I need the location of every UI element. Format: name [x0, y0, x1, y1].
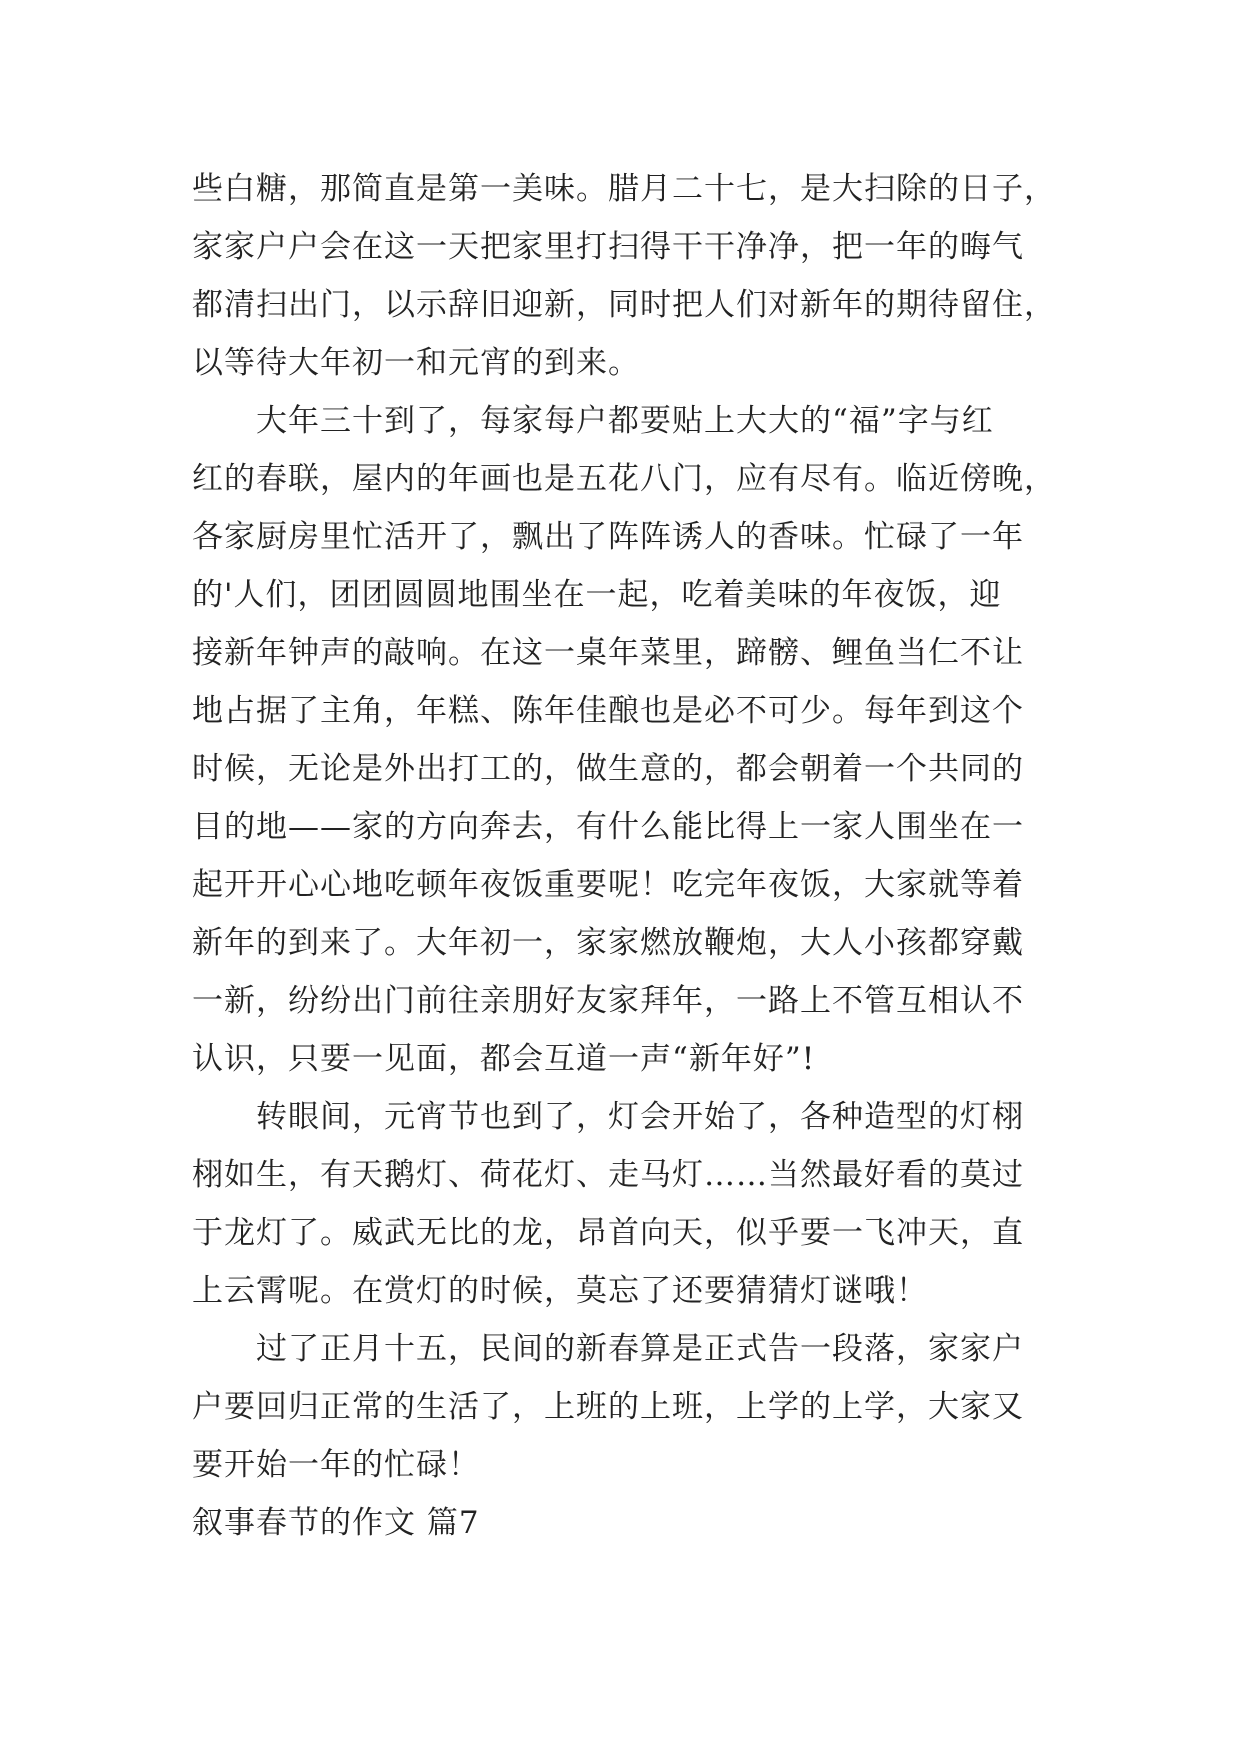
text-line: 红的春联，屋内的年画也是五花八门，应有尽有。临近傍晚， [192, 461, 1056, 497]
text-line: 栩如生，有天鹅灯、荷花灯、走马灯……当然最好看的莫过 [192, 1157, 1024, 1193]
paragraph-4 [192, 1320, 1052, 1494]
text-line: 于龙灯了。威武无比的龙，昂首向天，似乎要一飞冲天，直 [192, 1215, 1024, 1251]
paragraph-2 [192, 392, 1056, 1088]
text-line: 时候，无论是外出打工的，做生意的，都会朝着一个共同的 [192, 751, 1024, 787]
text-line: 新年的到来了。大年初一，家家燃放鞭炮，大人小孩都穿戴 [192, 925, 1024, 961]
text-line: 接新年钟声的敲响。在这一桌年菜里，蹄髈、鲤鱼当仁不让 [192, 635, 1024, 671]
text-line: 些白糖，那简直是第一美味。腊月二十七，是大扫除的日子， [192, 171, 1056, 207]
text-line: 转眼间，元宵节也到了，灯会开始了，各种造型的灯栩 [256, 1099, 1024, 1135]
text-line: 大年三十到了，每家每户都要贴上大大的“福”字与红 [256, 403, 994, 439]
text-line: 要开始一年的忙碌！ [192, 1447, 480, 1483]
document-body [192, 160, 1056, 1552]
text-line: 都清扫出门，以示辞旧迎新，同时把人们对新年的期待留住， [192, 287, 1056, 323]
text-line: 户要回归正常的生活了，上班的上班，上学的上学，大家又 [192, 1389, 1024, 1425]
text-line: 过了正月十五，民间的新春算是正式告一段落，家家户 [256, 1331, 1024, 1367]
text-line: 目的地——家的方向奔去，有什么能比得上一家人围坐在一 [192, 809, 1024, 845]
text-line: 上云霄呢。在赏灯的时候，莫忘了还要猜猜灯谜哦！ [192, 1273, 928, 1309]
paragraph-1 [192, 160, 1056, 392]
text-line: 各家厨房里忙活开了，飘出了阵阵诱人的香味。忙碌了一年 [192, 519, 1024, 555]
text-line: 起开开心心地吃顿年夜饭重要呢！吃完年夜饭，大家就等着 [192, 867, 1024, 903]
text-line: 的'人们，团团圆圆地围坐在一起，吃着美味的年夜饭，迎 [192, 577, 1002, 613]
section-heading: 叙事春节的作文 篇7 [192, 1505, 480, 1541]
text-line: 一新，纷纷出门前往亲朋好友家拜年，一路上不管互相认不 [192, 983, 1024, 1019]
text-line: 以等待大年初一和元宵的到来。 [192, 345, 640, 381]
paragraph-3 [192, 1088, 1052, 1320]
text-line: 地占据了主角，年糕、陈年佳酿也是必不可少。每年到这个 [192, 693, 1024, 729]
text-line: 家家户户会在这一天把家里打扫得干干净净，把一年的晦气 [192, 229, 1024, 265]
text-line: 认识，只要一见面，都会互道一声“新年好”! [192, 1041, 816, 1077]
